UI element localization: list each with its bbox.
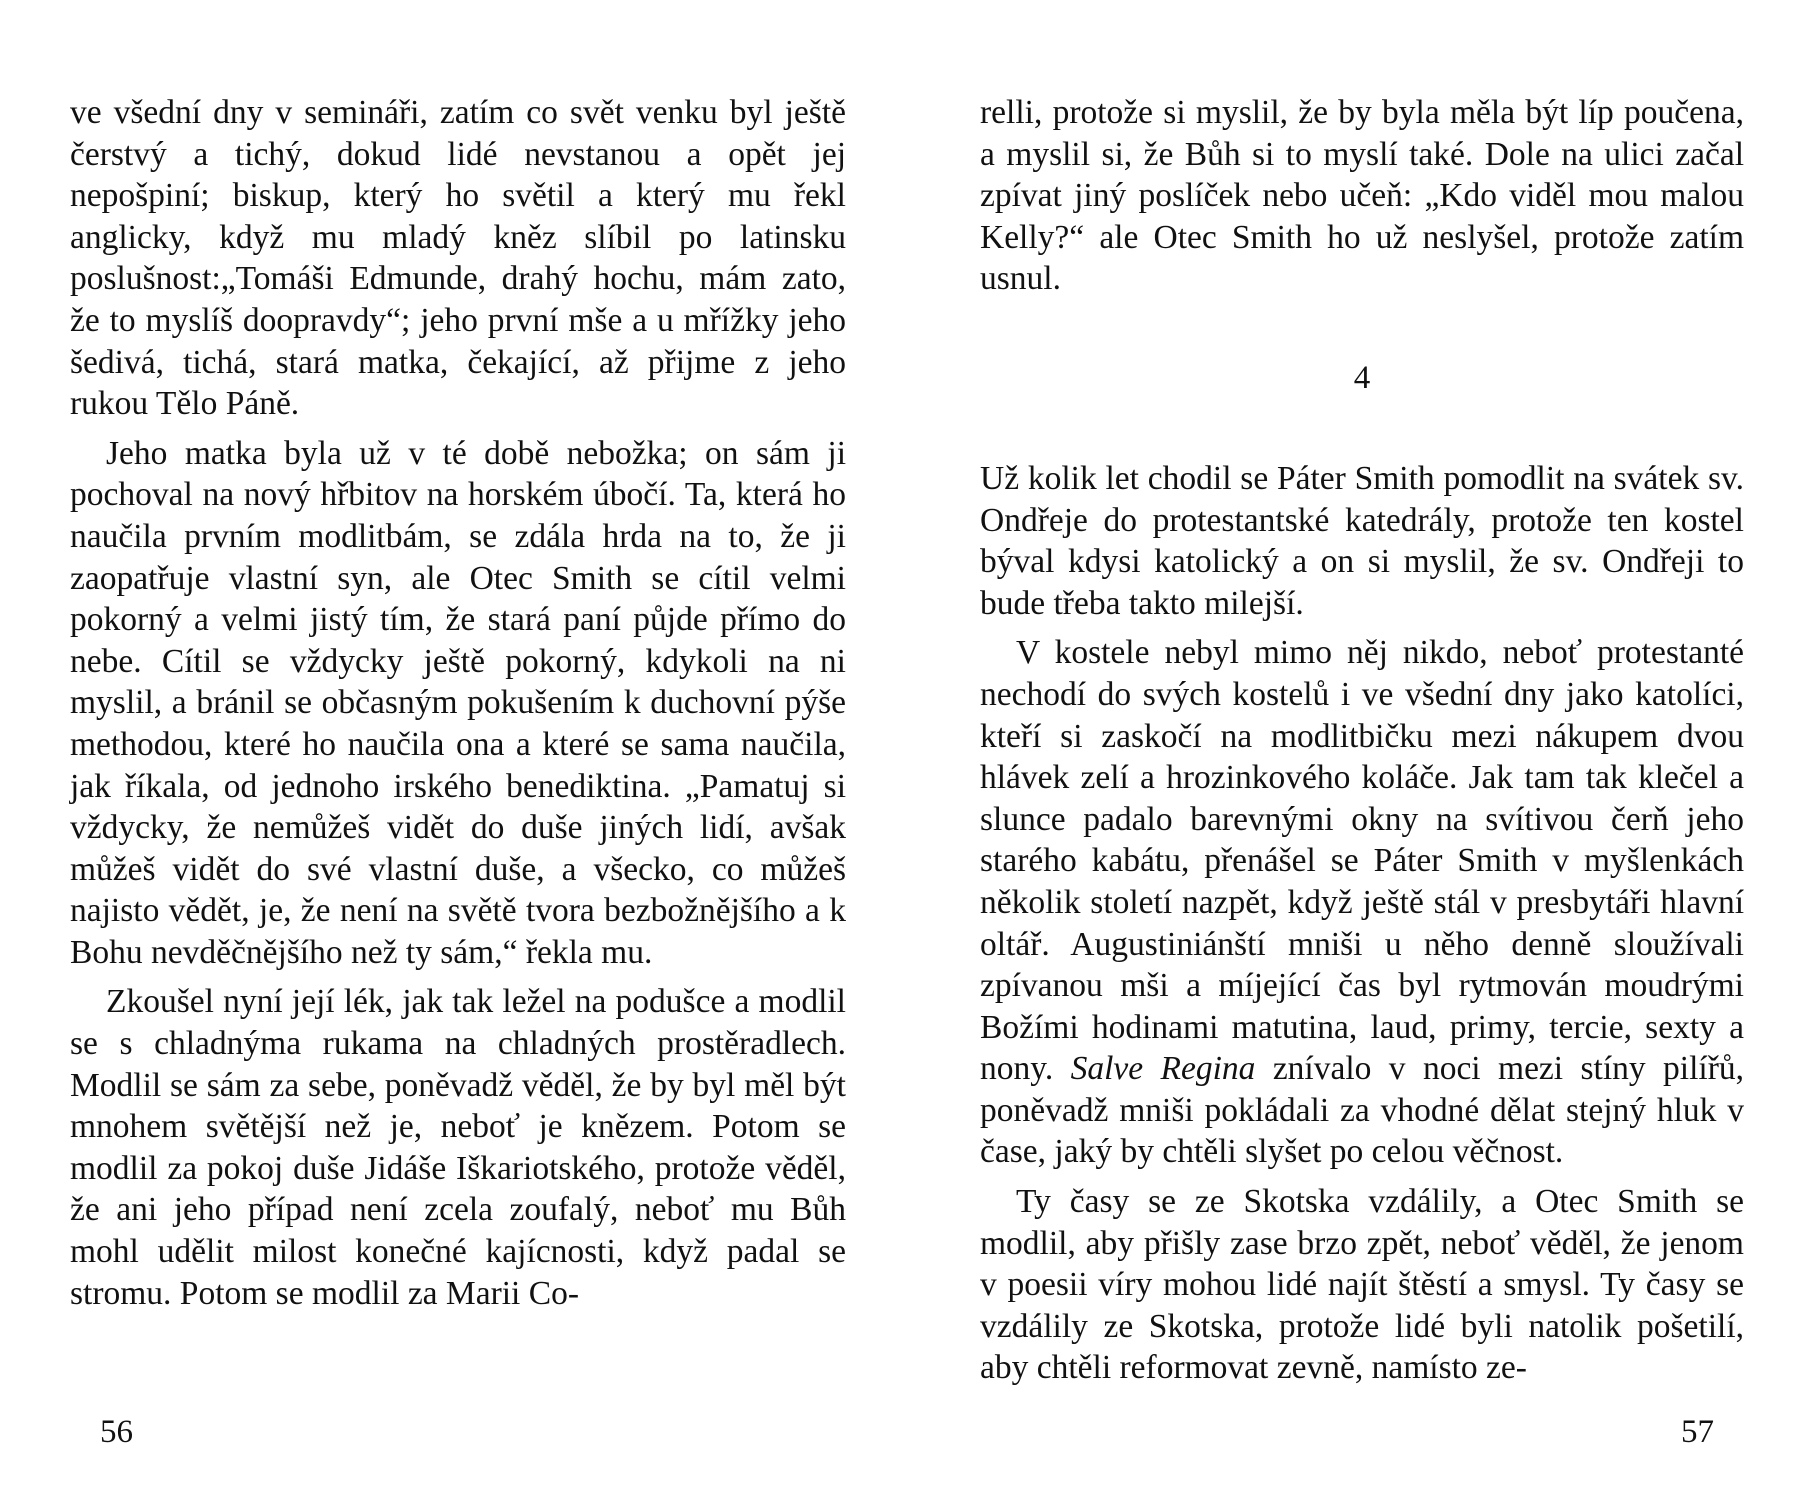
paragraph: Jeho matka byla už v té době nebožka; on sám ji pochoval na nový hřbitov na horském úbočí. Ta, která ho naučila prvním modlitbám, se zdála hrda na to, že ji zaopatřuje vlastní syn, ale Otec Smith se cítil velmi pokorný a velmi jistý tím, že stará paní půjde přímo do nebe. Cítil se vždycky ještě pokorný, kdykoli na ni myslil, a bránil se občasným pokušením k duchovní pýše methodou, které ho naučila ona a které se sama naučila, jak říkala, od jednoho irského benediktina. „Pamatuj si vždycky, že nemůžeš vidět do duše jiných lidí, avšak můžeš vidět do své vlastní duše, a všecko, co můžeš najisto vědět, je, že není na světě tvora bezbožnějšího a k Bohu nevděčnějšího než ty sám,“ řekla mu.: [70, 434, 846, 971]
left-page-text: [70, 92, 846, 1314]
page-number: 56: [100, 1414, 133, 1450]
paragraph: Ty časy se ze Skotska vzdálily, a Otec Smith se modlil, aby přišly zase brzo zpět, neboť věděl, že jenom v poesii víry mohou lidé najít štěstí a smysl. Ty časy se vzdálily ze Skotska, protože lidé byli natolik pošetilí, aby chtěli reformovat zevně, namísto ze-: [980, 1183, 1744, 1387]
paragraph: [980, 632, 1744, 1173]
right-page: [980, 0, 1744, 1501]
paragraph-text: znívalo v noci mezi stíny pilířů, poněvadž mniši pokládali za vhodné dělat stejný hluk v čase, jaký by chtěli slyšet po celou věčnost.: [980, 1050, 1744, 1171]
paragraph: Zkoušel nyní její lék, jak tak ležel na podušce a modlil se s chladnýma rukama na chladných prostěradlech. Modlil se sám za sebe, poněvadž věděl, že by byl měl být mnohem světější než je, neboť je knězem. Potom se modlil za pokoj duše Jidáše Iškariotského, protože věděl, že ani jeho případ není zcela zoufalý, neboť mu Bůh mohl udělit milost konečné kajícnosti, když padal se stromu. Potom se modlil za Marii Co-: [70, 983, 846, 1312]
italic-title: Salve Regina: [1070, 1050, 1256, 1088]
left-page: [70, 0, 846, 1501]
paragraph-text: V kostele nebyl mimo něj nikdo, neboť protestanté nechodí do svých kostelů i ve všední dny jako katolíci, kteří si zaskočí na modlitbičku mezi nákupem dvou hlávek zelí a hrozinkového koláče. Jak tam tak klečel a slunce padalo barevnými okny na svítivou čerň jeho starého kabátu, přenášel se Páter Smith v myšlenkách několik století nazpět, když ještě stál v presbytáři hlavní oltář. Augustiniánští mniši u něho denně sloužívali zpívanou mši a míjející čas byl rytmován moudrými Božími hodinami matutina, laud, primy, tercie, sexty a nony.: [980, 634, 1744, 1088]
page-number: 57: [1681, 1414, 1714, 1450]
paragraph: ve všední dny v semináři, zatím co svět venku byl ještě čerstvý a tichý, dokud lidé nevstanou a opět jej nepošpiní; biskup, který ho světil a který mu řekl anglicky, když mu mladý kněz slíbil po latinsku poslušnost:„Tomáši Edmunde, drahý hochu, mám zato, že to myslíš doopravdy“; jeho první mše a u mřížky jeho šedivá, tichá, stará matka, čekající, až přijme z jeho rukou Tělo Páně.: [70, 94, 846, 423]
paragraph: relli, protože si myslil, že by byla měla být líp poučena, a myslil si, že Bůh si to myslí také. Dole na ulici začal zpívat jiný poslíček nebo učeň: „Kdo viděl mou malou Kelly?“ ale Otec Smith ho už neslyšel, protože zatím usnul.: [980, 94, 1744, 298]
paragraph: Už kolik let chodil se Páter Smith pomodlit na svátek sv. Ondřeje do protestantské katedrály, protože ten kostel býval kdysi katolický a on si myslil, že sv. Ondřeji to bude třeba takto milejší.: [980, 459, 1744, 622]
chapter-number: 4: [1353, 359, 1371, 396]
right-page-text: [980, 92, 1744, 1389]
